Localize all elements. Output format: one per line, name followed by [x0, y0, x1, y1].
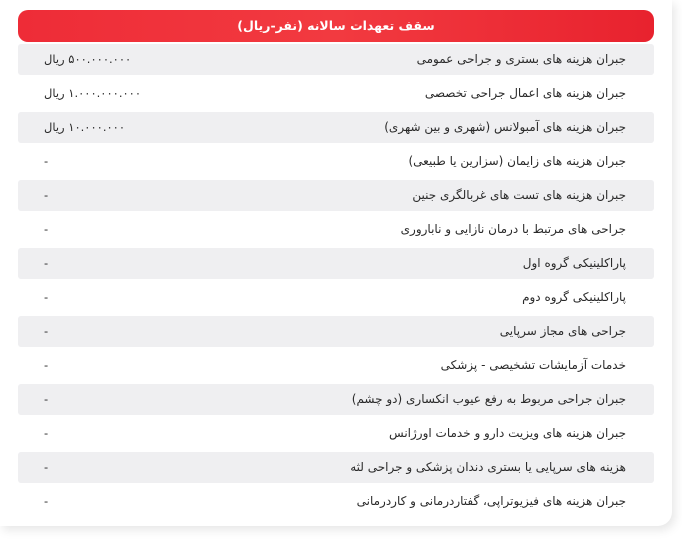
row-label: جبران هزینه های اعمال جراحی تخصصی	[424, 86, 626, 100]
row-value: -	[44, 358, 49, 372]
row-label: جبران هزینه های زایمان (سزارین یا طبیعی)	[408, 154, 626, 168]
row-label: جبران هزینه های بستری و جراحی عمومی	[416, 52, 626, 66]
row-value: -	[44, 460, 49, 474]
row-label: پاراکلینیکی گروه دوم	[522, 290, 626, 304]
table-row	[18, 146, 654, 177]
table-row	[18, 180, 654, 211]
row-value: -	[44, 256, 49, 270]
table-row	[18, 44, 654, 75]
table-row	[18, 112, 654, 143]
row-label: جبران هزینه های تست های غربالگری جنین	[412, 188, 626, 202]
row-value: -	[44, 392, 49, 406]
row-label: پاراکلینیکی گروه اول	[522, 256, 626, 270]
row-value: -	[44, 222, 49, 236]
table-header-title: سقف تعهدات سالانه (نفر-ریال)	[18, 10, 654, 42]
table-row	[18, 384, 654, 415]
table-row	[18, 282, 654, 313]
table-row	[18, 316, 654, 347]
row-label: جبران جراحی مربوط به رفع عیوب انکساری (دو چشم)	[351, 392, 626, 406]
table-row	[18, 248, 654, 279]
row-label: هزینه های سرپایی یا بستری دندان پزشکی و جراحی لثه	[350, 460, 626, 474]
row-label: جبران هزینه های آمبولانس (شهری و بین شهری)	[384, 120, 626, 134]
table-row	[18, 486, 654, 517]
row-value: ۵۰۰.۰۰۰.۰۰۰ ریال	[44, 52, 132, 66]
table-row	[18, 214, 654, 245]
row-value: ۱.۰۰۰.۰۰۰.۰۰۰ ریال	[44, 86, 142, 100]
row-value: -	[44, 426, 49, 440]
row-label: جراحی های مرتبط با درمان نازایی و ناباروری	[400, 222, 626, 236]
coverage-table	[18, 44, 654, 520]
table-row	[18, 452, 654, 483]
table-row	[18, 418, 654, 449]
row-value: -	[44, 188, 49, 202]
row-label: جبران هزینه های ویزیت دارو و خدمات اورژانس	[389, 426, 626, 440]
row-value: -	[44, 154, 49, 168]
row-value: -	[44, 290, 49, 304]
row-value: -	[44, 324, 49, 338]
row-label: جراحی های مجاز سرپایی	[499, 324, 626, 338]
row-value: ۱۰.۰۰۰.۰۰۰ ریال	[44, 120, 126, 134]
row-label: خدمات آزمایشات تشخیصی - پزشکی	[440, 358, 626, 372]
table-row	[18, 350, 654, 381]
row-label: جبران هزینه های فیزیوتراپی، گفتاردرمانی و کاردرمانی	[356, 494, 626, 508]
row-value: -	[44, 494, 49, 508]
table-row	[18, 78, 654, 109]
